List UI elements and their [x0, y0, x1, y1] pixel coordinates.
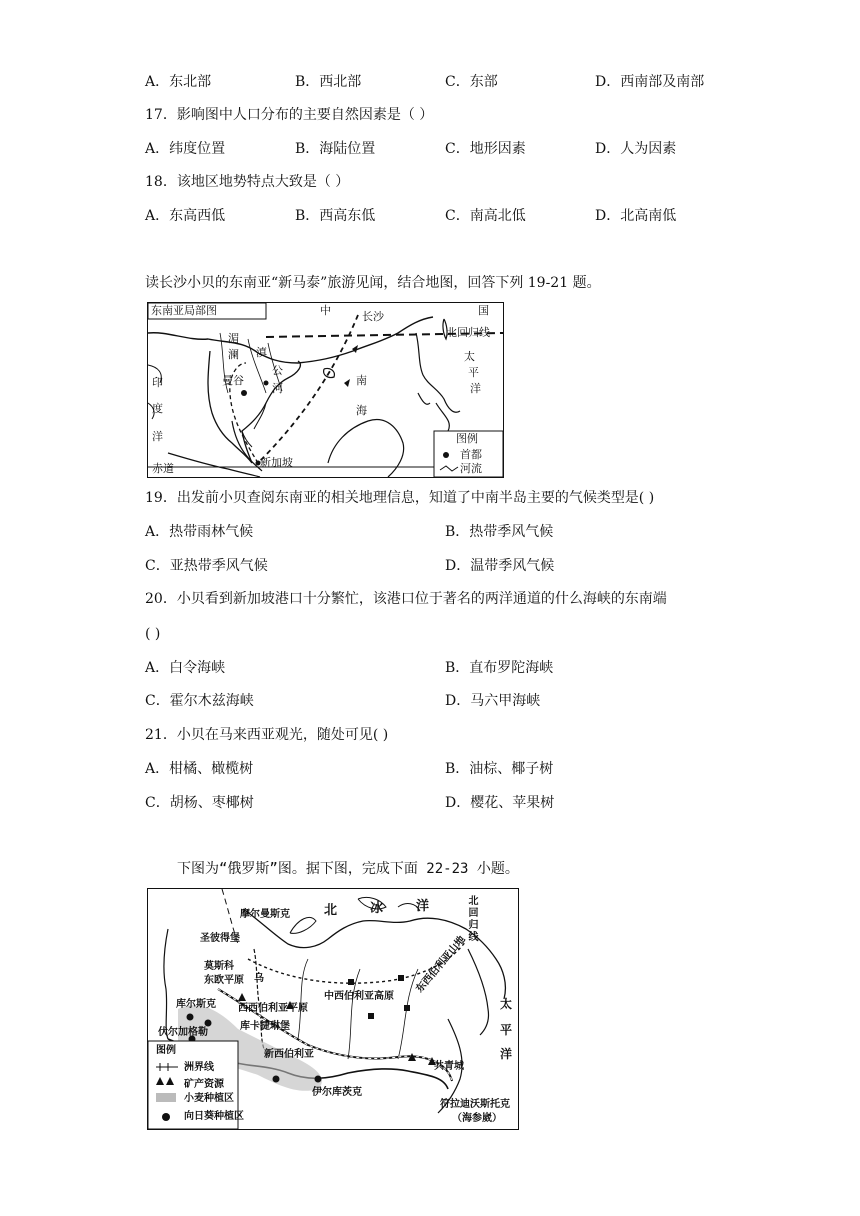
q21-option-a: A．柑橘、橄榄树 — [145, 761, 254, 777]
map1-label-du: 度 — [152, 402, 163, 415]
map1-label-gong: 公 — [272, 364, 283, 377]
map2-legend-wheat: 小麦种植区 — [184, 1093, 234, 1104]
map2-legend-sunflower: 向日葵种植区 — [184, 1111, 244, 1122]
map2-label-ural: 乌 — [254, 973, 264, 984]
map2-label-volgograd: 伏尔加格勒 — [158, 1027, 208, 1038]
map1-legend-capital: 首都 — [460, 448, 482, 461]
q20-stem-continued: ( ) — [145, 626, 161, 642]
q17-option-a: A．纬度位置 — [145, 141, 226, 157]
q18-option-d: D．北高南低 — [595, 208, 677, 224]
q16-option-c: C．东部 — [445, 74, 498, 90]
map2-legend-minerals: 矿产资源 — [184, 1079, 224, 1090]
map2-label-yang: 洋 — [416, 899, 430, 914]
southeast-asia-map — [147, 302, 504, 478]
map1-label-singapore: 新加坡 — [260, 456, 293, 469]
map1-label-hai: 海 — [356, 404, 367, 417]
q21-option-d: D．樱花、苹果树 — [445, 795, 555, 811]
q17-option-c: C．地形因素 — [445, 141, 526, 157]
map2-label-irkutsk: 伊尔库茨克 — [312, 1087, 362, 1098]
q18-option-c: C．南高北低 — [445, 208, 526, 224]
q21-option-b: B．油棕、椰子树 — [445, 761, 554, 777]
map1-label-yang2: 洋 — [152, 430, 163, 443]
map1-legend-title: 图例 — [456, 432, 478, 445]
map2-label-cs-plateau: 中西伯利亚高原 — [324, 991, 394, 1002]
q19-option-d: D．温带季风气候 — [445, 558, 555, 574]
map2-label-eeplain: 东欧平原 — [204, 975, 244, 986]
map2-label-khabarovsk: 共青城 — [434, 1061, 464, 1072]
q18-stem: 18．该地区地势特点大致是（ ） — [145, 174, 350, 190]
map1-label-guo: 国 — [478, 304, 489, 317]
q16-option-d: D．西南部及南部 — [595, 74, 705, 90]
map2-label-bing: 冰 — [370, 901, 384, 916]
map1-label-dian: 滇 — [256, 346, 267, 359]
map1-label-nan: 南 — [356, 374, 367, 387]
map2-label-vladivostok: 符拉迪沃斯托克 — [440, 1099, 510, 1110]
map1-label-lan: 澜 — [228, 348, 239, 361]
map1-label-tropic: 北回归线 — [446, 326, 490, 339]
map1-label-bangkok: 曼谷 — [222, 374, 244, 387]
q19-stem: 19．出发前小贝查阅东南亚的相关地理信息，知道了中南半岛主要的气候类型是( ) — [145, 490, 655, 506]
q20-option-a: A．白令海峡 — [145, 660, 226, 676]
map2-label-ping: 平 — [500, 1023, 513, 1037]
q17-option-d: D．人为因素 — [595, 141, 677, 157]
map2-label-novosibirsk: 新西伯利亚 — [264, 1049, 314, 1060]
map2-legend-boundary: 洲界线 — [184, 1062, 214, 1073]
map2-label-yang2: 洋 — [500, 1047, 513, 1061]
map2-label-es-mountain: 东西伯利亚山地 — [414, 934, 468, 995]
q20-option-b: B．直布罗陀海峡 — [445, 660, 554, 676]
q21-option-c: C．胡杨、枣椰树 — [145, 795, 254, 811]
q20-stem: 20．小贝看到新加坡港口十分繁忙，该港口位于著名的两洋通道的什么海峡的东南端 — [145, 591, 667, 607]
map2-label-wsplain: 西西伯利亚平原 — [238, 1003, 308, 1014]
map1-legend-river: 河流 — [460, 462, 482, 475]
q16-option-a: A．东北部 — [145, 74, 212, 90]
q20-option-d: D．马六甲海峡 — [445, 693, 541, 709]
russia-map — [147, 888, 519, 1130]
map2-label-bei: 北 — [324, 903, 338, 918]
q18-option-a: A．东高西低 — [145, 208, 226, 224]
map1-label-yin: 印 — [152, 376, 163, 389]
map1-label-he: 河 — [272, 382, 283, 395]
q17-stem: 17．影响图中人口分布的主要自然因素是（ ） — [145, 107, 434, 123]
q17-option-b: B．海陆位置 — [295, 141, 376, 157]
map2-label-kuzbass: 库卡捷琳堡 — [240, 1021, 290, 1032]
map2-label-tai: 太 — [500, 997, 513, 1011]
map2-label-tropic: 北回归线 — [466, 895, 477, 943]
map2-label-murmansk: 摩尔曼斯克 — [240, 909, 290, 920]
map1-label-zhong: 中 — [320, 304, 331, 317]
map2-label-stpete: 圣彼得堡 — [200, 933, 240, 944]
map1-label-mei: 湄 — [228, 332, 239, 345]
q21-stem: 21．小贝在马来西亚观光，随处可见( ) — [145, 727, 389, 743]
map2-label-moscow: 莫斯科 — [204, 961, 234, 972]
map2-legend-title: 图例 — [156, 1045, 176, 1056]
q19-option-c: C．亚热带季风气候 — [145, 558, 268, 574]
q16-option-b: B．西北部 — [295, 74, 362, 90]
q19-option-a: A．热带雨林气候 — [145, 524, 254, 540]
intro-19-21: 读长沙小贝的东南亚“新马泰”旅游见闻，结合地图，回答下列 19-21 题。 — [145, 275, 601, 291]
q19-option-b: B．热带季风气候 — [445, 524, 554, 540]
map1-label-ping: 平 — [468, 366, 479, 379]
map2-label-vladivostok-alias: （海参崴） — [452, 1113, 502, 1124]
map1-title: 东南亚局部图 — [151, 304, 217, 317]
map2-label-kursk: 库尔斯克 — [176, 999, 216, 1010]
map1-label-changsha: 长沙 — [362, 310, 384, 323]
map1-label-equator: 赤道 — [152, 462, 174, 475]
q18-option-b: B．西高东低 — [295, 208, 376, 224]
intro-22-23: 下图为“俄罗斯”图。据下图，完成下面 22-23 小题。 — [177, 861, 519, 877]
map1-label-tai: 太 — [464, 350, 475, 363]
q20-option-c: C．霍尔木兹海峡 — [145, 693, 254, 709]
map1-label-yang: 洋 — [470, 382, 481, 395]
